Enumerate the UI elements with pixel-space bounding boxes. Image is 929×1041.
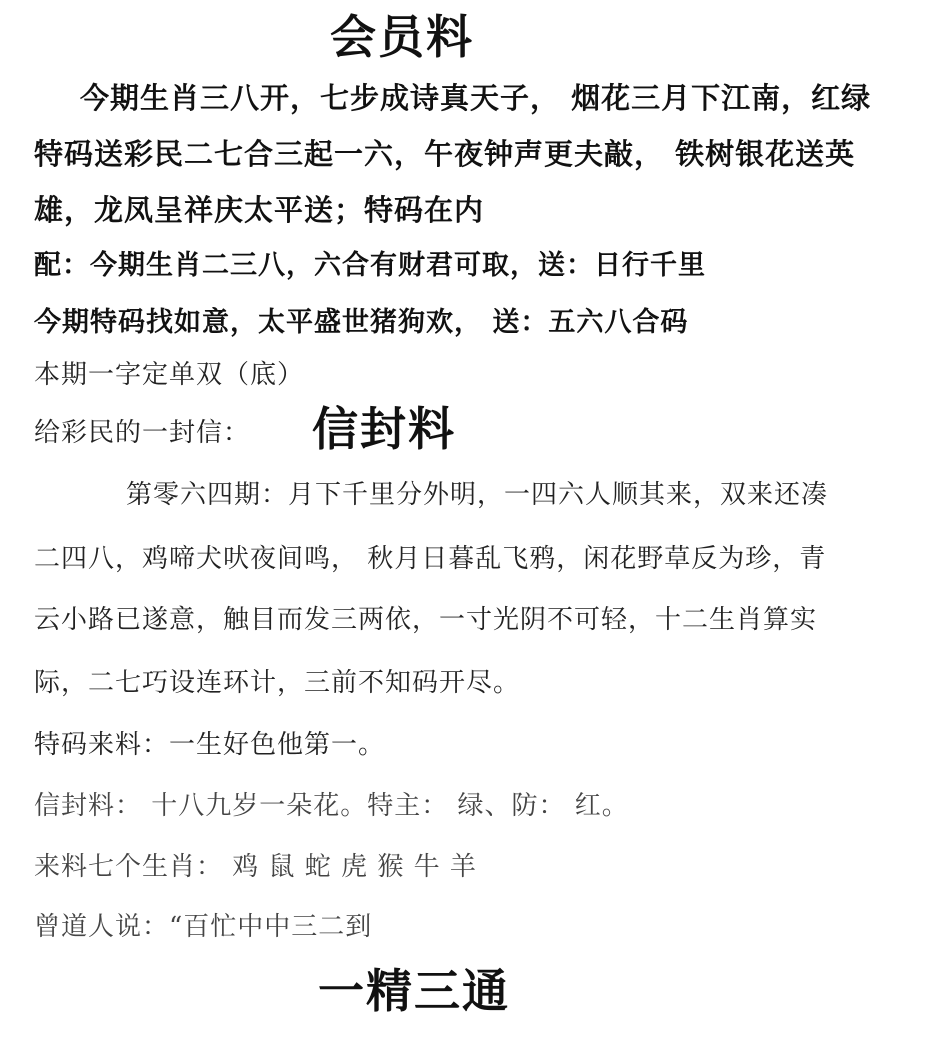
member-title: 会员料 xyxy=(330,10,474,64)
zengdao-line: 曾道人说：“百忙中中三二到 xyxy=(34,912,373,942)
member-line-4: 配：今期生肖二三八，六合有财君可取，送：日行千里 xyxy=(34,250,706,281)
letter-line-4: 际，二七巧设连环计，三前不知码开尽。 xyxy=(34,668,521,698)
letter-line-1: 第零六四期：月下千里分外明，一四六人顺其来，双来还凑 xyxy=(126,480,829,510)
letter-line-3: 云小路已遂意，触目而发三两依，一寸光阴不可轻，十二生肖算实 xyxy=(34,605,818,635)
letter-label: 给彩民的一封信： xyxy=(34,418,251,448)
member-line-2: 特码送彩民二七合三起一六，午夜钟声更夫敲， 铁树银花送英 xyxy=(34,137,856,171)
tema-line: 特码来料：一生好色他第一。 xyxy=(34,730,386,760)
member-line-6: 本期一字定单双（底） xyxy=(34,360,305,390)
xinfeng-line: 信封料： 十八九岁一朵花。特主： 绿、防： 红。 xyxy=(34,791,629,821)
seven-zodiac-line: 来料七个生肖： 鸡 鼠 蛇 虎 猴 牛 羊 xyxy=(34,852,477,882)
letter-title: 信封料 xyxy=(312,402,456,456)
letter-line-2: 二四八，鸡啼犬吠夜间鸣， 秋月日暮乱飞鸦，闲花野草反为珍，青 xyxy=(34,544,827,574)
footer-title: 一精三通 xyxy=(318,964,510,1018)
member-line-5: 今期特码找如意，太平盛世猪狗欢， 送：五六八合码 xyxy=(34,307,689,338)
member-line-1: 今期生肖三八开，七步成诗真天子， 烟花三月下江南，红绿 xyxy=(80,81,872,115)
member-line-3: 雄，龙凤呈祥庆太平送；特码在内 xyxy=(34,193,485,227)
